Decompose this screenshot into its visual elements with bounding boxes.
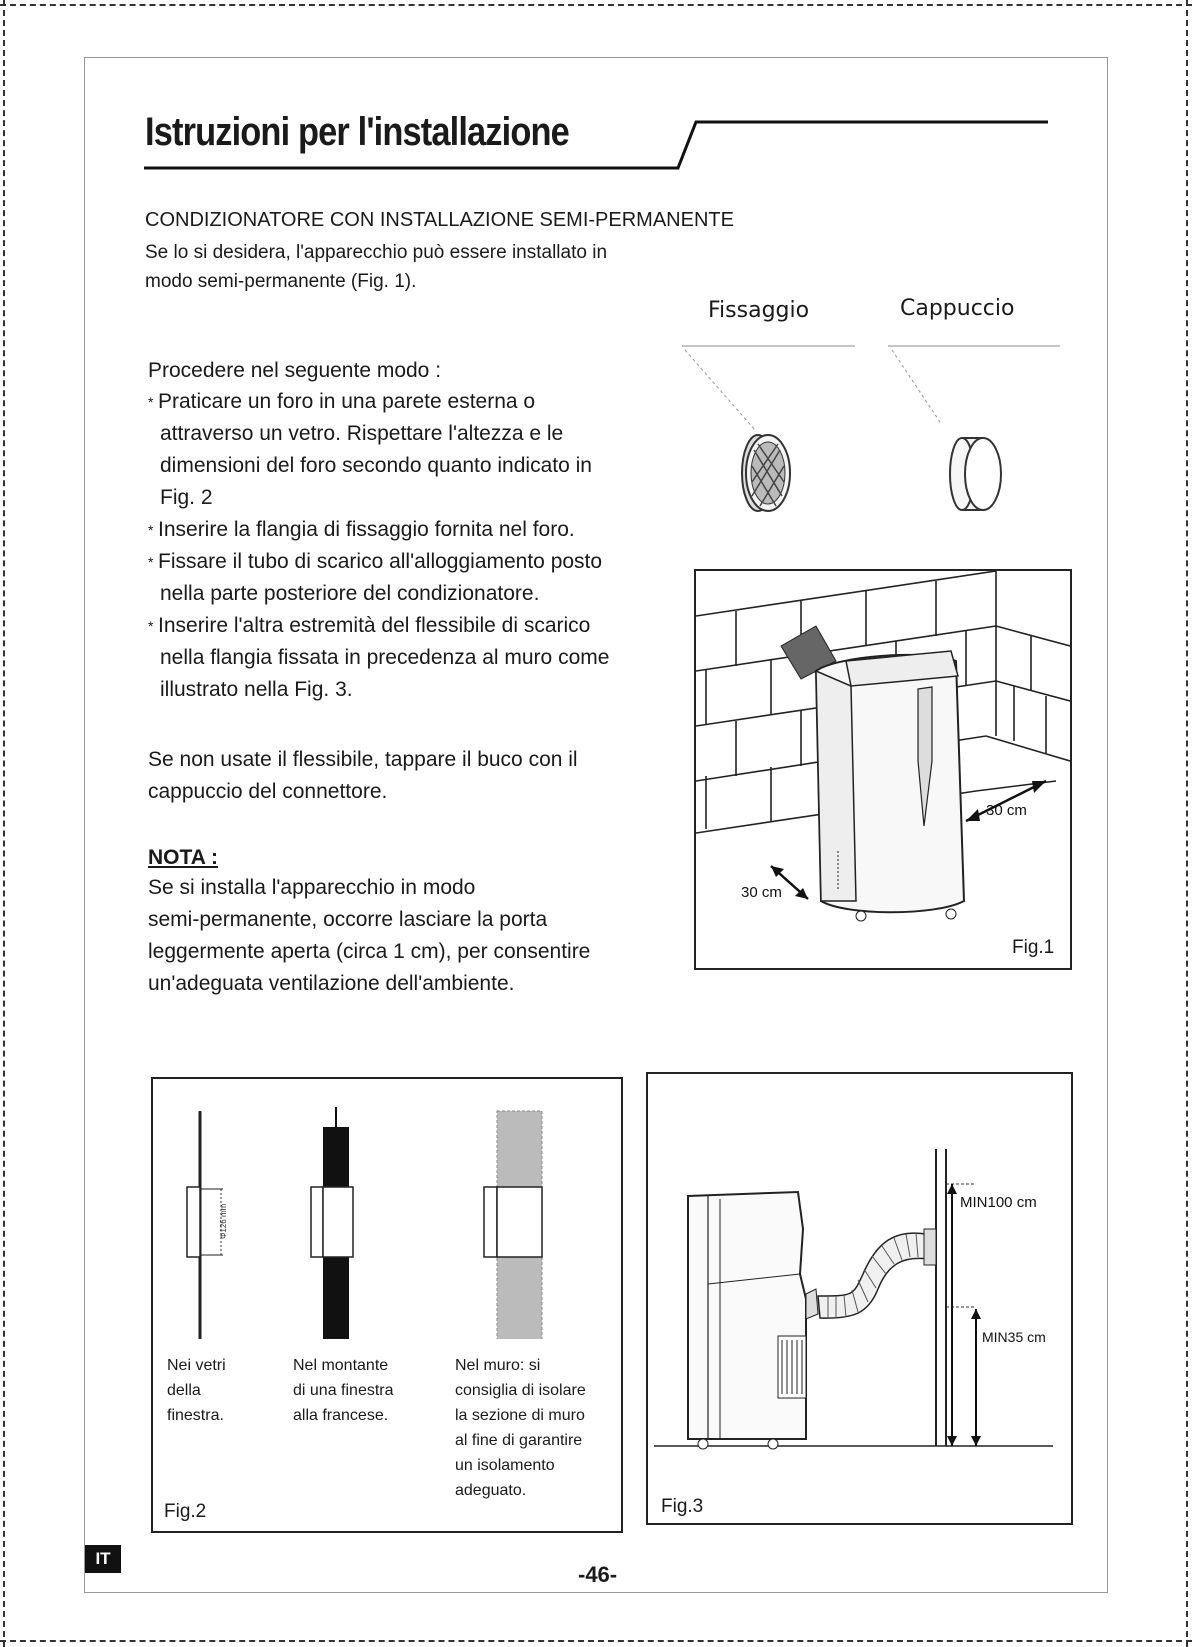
- step-1-line-4: Fig. 2: [160, 486, 213, 509]
- cut-line-right: [1186, 0, 1188, 1647]
- fig2-col3-line5: un isolamento: [455, 1457, 555, 1474]
- step-3-line-2: nella parte posteriore del condizionatore.: [160, 582, 540, 605]
- procedure-step-3: [148, 546, 602, 610]
- page-number: -46-: [578, 1562, 618, 1587]
- intro-line-1: Se lo si desidera, l'apparecchio può essere installato in: [145, 242, 608, 263]
- note-heading: NOTA :: [148, 846, 218, 869]
- bullet-1: *: [148, 394, 154, 410]
- step-4-line-3: illustrato nella Fig. 3.: [160, 678, 353, 701]
- cut-line-bottom: [0, 1640, 1192, 1642]
- fig2-col1: [167, 1353, 226, 1428]
- cap-label: Cappuccio: [900, 296, 1015, 321]
- fig3-min-bottom: MIN35 cm: [982, 1329, 1046, 1345]
- figure-3: [646, 1072, 1073, 1525]
- fig2-col3-line6: adeguato.: [455, 1482, 527, 1499]
- fig3-illustration: [648, 1074, 1071, 1494]
- connector-cap-icon: [950, 438, 1001, 510]
- fig2-caption: Fig.2: [164, 1501, 207, 1522]
- fig2-illustration: [153, 1079, 621, 1339]
- unused-line-1: Se non usate il flessibile, tappare il buco con il: [148, 748, 578, 771]
- procedure-heading: Procedere nel seguente modo :: [148, 359, 442, 382]
- step-4-line-2: nella flangia fissata in precedenza al muro come: [160, 646, 610, 669]
- fig2-col3: [455, 1353, 586, 1503]
- step-1-line-2: attraverso un vetro. Rispettare l'altezza e le: [160, 422, 564, 445]
- step-3-line-1: Fissare il tubo di scarico all'alloggiamento posto: [158, 550, 603, 573]
- bullet-3: *: [148, 554, 154, 570]
- intro-line-2: modo semi-permanente (Fig. 1).: [145, 271, 417, 292]
- note-line-4: un'adeguata ventilazione dell'ambiente.: [148, 972, 515, 995]
- fig2-col2-line1: Nel montante: [293, 1357, 389, 1374]
- procedure-step-2: [148, 514, 575, 546]
- fig2-col1-line3: finestra.: [167, 1407, 224, 1424]
- cut-line-top: [0, 4, 1192, 6]
- language-badge: IT: [85, 1545, 121, 1573]
- fig1-dist-right: 30 cm: [986, 802, 1027, 819]
- step-1-line-3: dimensioni del foro secondo quanto indicato in: [160, 454, 592, 477]
- fig2-col1-line1: Nei vetri: [167, 1357, 226, 1374]
- section-heading: CONDIZIONATORE CON INSTALLAZIONE SEMI-PERMANENTE: [145, 209, 734, 231]
- unused-line-2: cappuccio del connettore.: [148, 780, 388, 803]
- note-text: [136, 872, 590, 1000]
- fig2-col3-line2: consiglia di isolare: [455, 1382, 586, 1399]
- procedure-step-1: [148, 386, 592, 514]
- note-line-2: semi-permanente, occorre lasciare la porta: [148, 908, 548, 931]
- unused-hose-text: [136, 744, 578, 808]
- fig2-col2: [293, 1353, 394, 1428]
- fig1-illustration: [696, 571, 1070, 968]
- note-line-1: Se si installa l'apparecchio in modo: [148, 876, 476, 899]
- fig2-col2-line3: alla francese.: [293, 1407, 389, 1424]
- fig2-col3-line1: Nel muro: si: [455, 1357, 541, 1374]
- procedure-step-4: [148, 610, 609, 706]
- step-4-line-1: Inserire l'altra estremità del flessibile di scarico: [158, 614, 591, 637]
- figure-2: [151, 1077, 623, 1533]
- note-line-3: leggermente aperta (circa 1 cm), per consentire: [148, 940, 591, 963]
- bullet-2: *: [148, 522, 154, 538]
- fig2-col2-line2: di una finestra: [293, 1382, 394, 1399]
- figure-1: [694, 569, 1072, 970]
- title-underline: [140, 110, 1060, 172]
- step-1-line-1: Praticare un foro in una parete esterna o: [158, 390, 536, 413]
- fig2-col3-line4: al fine di garantire: [455, 1432, 583, 1449]
- fig2-col1-line2: della: [167, 1382, 201, 1399]
- fig1-caption: Fig.1: [1012, 937, 1055, 958]
- bullet-4: *: [148, 618, 154, 634]
- fig3-min-top: MIN100 cm: [960, 1194, 1037, 1211]
- fig2-dim-label: Φ126 mm: [219, 1203, 228, 1239]
- fig3-caption: Fig.3: [661, 1496, 704, 1517]
- fig2-col3-line3: la sezione di muro: [455, 1407, 585, 1424]
- parts-illustration: [680, 340, 1080, 530]
- cut-line-left: [3, 0, 5, 1647]
- page-title: Istruzioni per l'installazione: [145, 110, 569, 154]
- fixing-label: Fissaggio: [708, 298, 810, 323]
- fixing-flange-icon: [742, 435, 790, 511]
- fig1-dist-left: 30 cm: [741, 884, 782, 901]
- step-2-line-1: Inserire la flangia di fissaggio fornita nel foro.: [158, 518, 575, 541]
